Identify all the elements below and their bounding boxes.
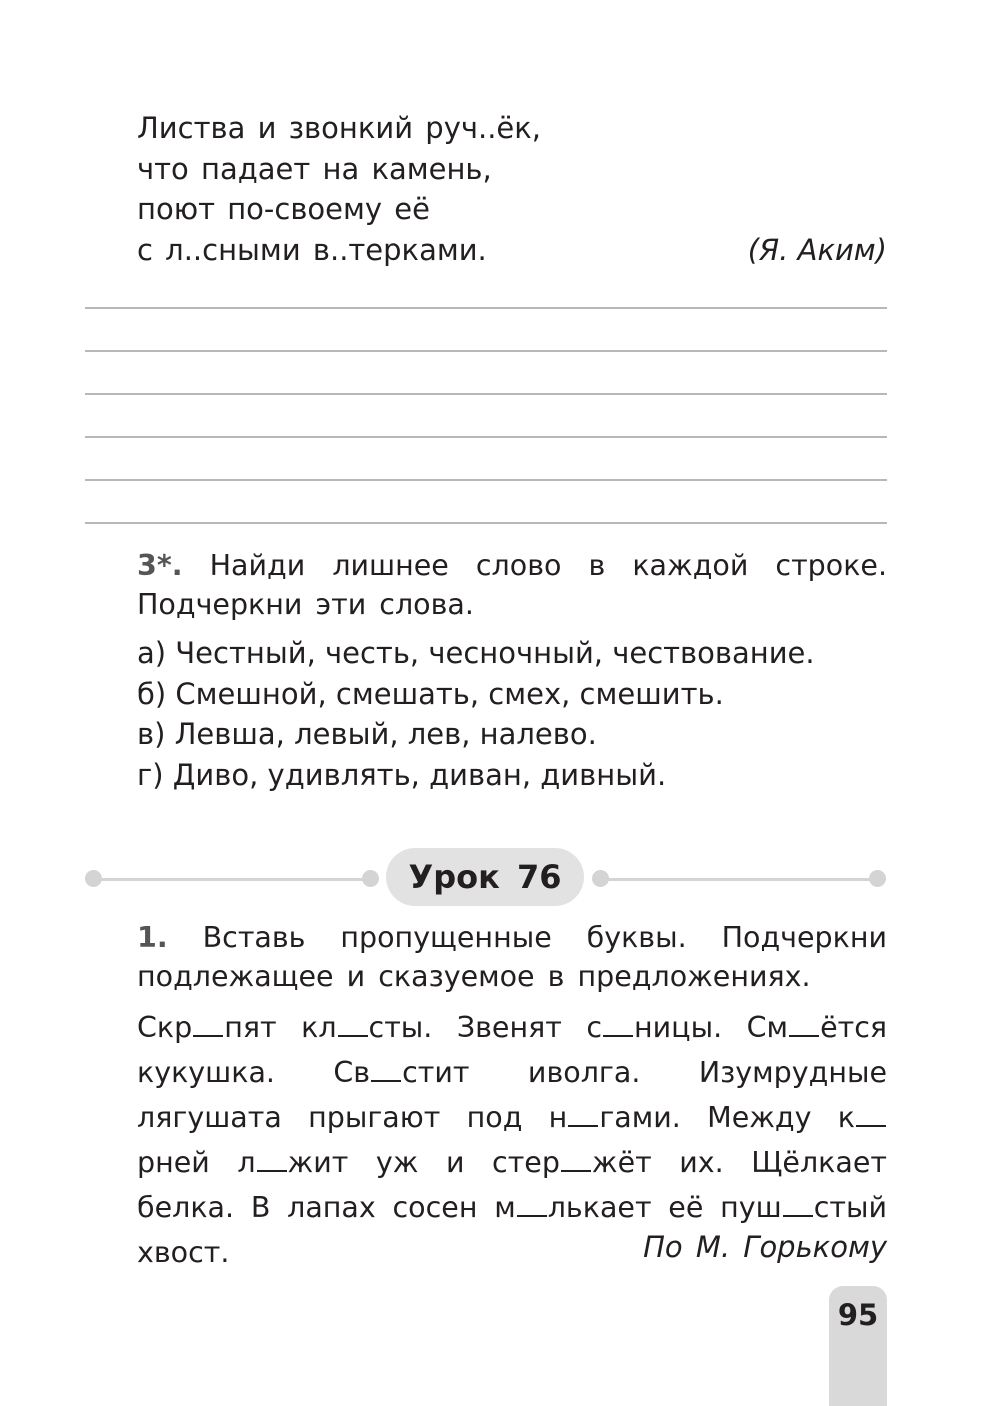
writing-line[interactable] (85, 307, 887, 309)
divider-dot (869, 870, 886, 887)
blank-gap[interactable] (568, 1124, 598, 1127)
task-3-options (137, 633, 897, 795)
writing-lines[interactable] (85, 307, 887, 565)
lesson-title: Урок 76 (386, 848, 584, 906)
text-fragment: стит иволга. Изумрудные лягушата прыгают под н (137, 1056, 888, 1134)
task-number: 3*. (137, 549, 183, 582)
text-fragment: ницы. См (634, 1011, 789, 1044)
writing-line[interactable] (85, 436, 887, 438)
blank-gap[interactable] (856, 1124, 886, 1127)
option-b: б) Смешной, смешать, смех, смешить. (137, 676, 724, 711)
task-1-instruction (85, 918, 887, 996)
option-a: а) Честный, честь, чесночный, чествование. (137, 636, 815, 670)
page-number: 95 (837, 1298, 879, 1332)
blank-gap[interactable] (257, 1169, 287, 1172)
divider-line (100, 878, 370, 881)
poem-line: поют по-своему её (137, 192, 430, 226)
poem (137, 108, 887, 270)
task-3-instruction (85, 546, 887, 624)
text-fragment: ётся кукушка. Св (137, 1011, 888, 1089)
text-fragment: Скр (137, 1011, 193, 1044)
task-text: Найди лишнее слово в каждой строке. Подчеркни эти слова. (137, 549, 888, 621)
option-d: г) Диво, удивлять, диван, дивный. (137, 757, 667, 792)
poem-line: что падает на камень, (137, 151, 492, 186)
text-fragment: гами. Между к (599, 1101, 855, 1134)
blank-gap[interactable] (371, 1079, 401, 1082)
text-source: По М. Горькому (643, 1230, 887, 1264)
blank-gap[interactable] (193, 1034, 223, 1037)
writing-line[interactable] (85, 393, 887, 395)
divider-line (605, 878, 875, 881)
poem-line: с л..сными в..терками. (137, 232, 487, 267)
text-fragment: пят кл (224, 1011, 337, 1044)
blank-gap[interactable] (338, 1034, 368, 1037)
writing-line[interactable] (85, 479, 887, 481)
text-fragment: жит уж и стер (287, 1146, 560, 1179)
blank-gap[interactable] (517, 1214, 547, 1217)
divider-dot (362, 870, 379, 887)
poem-line: Листва и звонкий руч..ёк, (137, 111, 541, 145)
blank-gap[interactable] (789, 1034, 819, 1037)
blank-gap[interactable] (783, 1214, 813, 1217)
poem-author: (Я. Аким) (747, 232, 887, 267)
writing-line[interactable] (85, 522, 887, 524)
text-fragment: жёт их. Щёлкает белка. В лапах сосен м (137, 1146, 887, 1224)
text-fragment: стый хвост. (137, 1191, 887, 1269)
text-fragment: лькает её пуш (547, 1191, 782, 1224)
task-number: 1. (137, 921, 168, 954)
text-fragment: рней л (137, 1146, 256, 1179)
option-c: в) Левша, левый, лев, налево. (137, 717, 597, 751)
text-fragment: сты. Звенят с (368, 1011, 603, 1044)
blank-gap[interactable] (561, 1169, 591, 1172)
task-text: Вставь пропущенные буквы. Подчеркни подлежащее и сказуемое в предложениях. (137, 921, 887, 993)
blank-gap[interactable] (603, 1034, 633, 1037)
writing-line[interactable] (85, 350, 887, 352)
